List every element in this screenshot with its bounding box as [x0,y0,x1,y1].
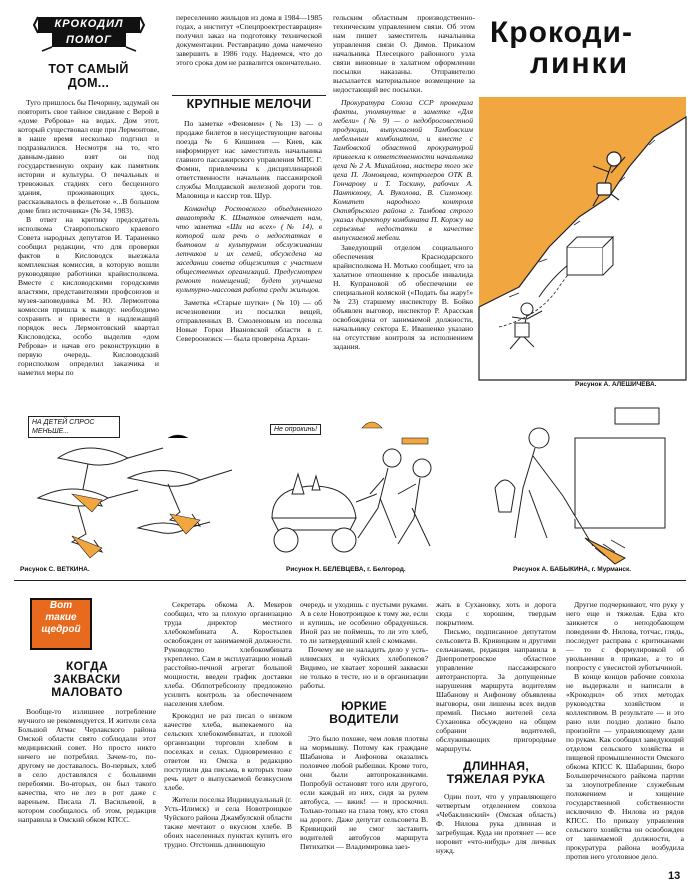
cartoon-babykina [475,398,685,566]
article-yurkie-voditeli-col2 [436,600,556,753]
paragraph: Это было похоже, чем ловля плотвы на мормышку. Потому как граждане Шабанова и Анфонова оказались половчее любой рыбешки. Кроме того, они были автопроказниками. Попробуй остановят того или другого, если каждый из них, сидя за рулем автобуса, — вжик! — и проскочил. Только-только на глаза тому, кто стоял на дороге. Даже депутат сельсовета В. Кривицкий не смог заставить водителей автобусов маршрута Пятихатки — Владимировка заез- [300,734,428,851]
divider [172,95,326,96]
speech-bubble: НА ДЕТЕЙ СПРОС МЕНЬШЕ... [28,416,120,438]
article-prokuratura [333,98,473,242]
article-yurkie-voditeli [300,700,428,872]
article-sobes [333,243,473,383]
article-dlinnaya-ruka [436,760,556,872]
rubric-pomog-label: ПОМОГ [66,34,112,46]
rubric-title-line1: Крокоди- [490,16,633,49]
rubric-line: Вот [49,600,73,611]
paragraph: Другие подчеркивают, что руку у него еще и тяжелая. Едва кто заикнется о неподобающем поведении Ф. Нилова, тотчас, глядь, последует расправа с критиканами — то с формулировкой об увольнении в приказе, а то и попросту с увесистой зуботычиной. [566,600,684,672]
paragraph: очередь и уходишь с пустыми руками. А в селе Новотроицкое к тому же, если и купишь, не особенно обрадуешься. Иной раз не поймешь, то ли это хлеб, то ли затвердевший клей с комками. [300,600,428,645]
climber-illustration [479,97,686,380]
paragraph: Секретарь обкома А. Мекеров сообщил, что за плохую организацию труда директор местного хлебокомбината А. Коростылев освобожден от занимаемой должности. Руководство хлебокомбината укреплено. Сам в эксплуатацию новый расстойно-печной агрегат большой мощности, введен график доставки хлеба. Облпотребсоюзу предложено усилить контроль за обеспечением населения хлебом. [164,600,292,708]
caption-vetkina: Рисунок С. ВЕТКИНА. [20,566,90,573]
article-body [176,119,322,343]
divider [14,580,686,581]
article-body [18,707,156,824]
article-krupnye-continuation [333,13,475,98]
paragraph: Командир Ростовского объединенного авиаотряда К. Шматков отвечает нам, что заметка «Ши на всех» (№ 14), в которой шла речь о недостатках в бытовом и культурном обслуживании летчиков и их семей, обсуждена на заседании совета общежития с участием общественных организаций. Предусмотрен ремонт помещений; будет улучшена культурно-массовая работа среди жильцов. [176,204,322,294]
paragraph: В ответ на критику председатель исполкома Ставропольского краевого Совета народных депутатов И. Тараненко сообщил редакции, что для проверки фактов в Кисловодск выезжала комплексная комиссия, в которую вошли руководящие работники крайисполкома. Вместе с кисловодскими городскими властями, представителями профсоюзов и музея-заповедника М. Ю. Лермонтова комиссия пришла к выводу: необходимо сохранить и привести в надлежащий порядок весь Лермонтовский квартал Кисловодска, особо выделив «дом Реброва» и начав его реконструкцию в первую очередь. Кисловодский горисполком определил заказчика и наметил меры по [18,215,159,377]
paragraph: гельским областным производственно-техническим управлением связи. Об этом нам пишет заместитель начальника управления связи О. Димов. Приказом начальника Плесецкого районного узла связи виновные в халатном оформлении посылки наказаны. Отправителю высылается материальное возмещение за недостающий вес посылки. [333,13,475,94]
paragraph: Почему же не наладить дело у усть-илимских и чуйских хлебопеков? Видимо, не хватает хорошей закваски не только в тесте, но и в организации работы. [300,645,428,690]
paragraph: Один поэт, что у управляющего четвертым отделением совхоза «Чебаклинский» (Омская область) Ф. Нилова рука длинная и загребущая. Куда ни протянет — все норовит «что-нибудь» для личных нужд. [436,792,556,855]
paragraph: Заведующий отделом социального обеспечения Краснодарского крайисполкома Н. Мотько сообщает, что за халатное отношение к просьбе инвалида Н. Купрановой об обеспечении ее специальной коляской («Подать бы жару!» № 23) старшему инспектору В. Бойко объявлен выговор, инспектор Р. Арасская освобождена от занимаемой должности, начальнику сектора Е. Ивашенко указано на отсутствие контроля за исполнением задания. [333,243,473,351]
paragraph: Жители поселка Индивидуальный (г. Усть-Илимск) и села Новотроицкое Чуйского района Джамбулской области также мечтают о вкусном хлебе. В обоих населенных пунктах купить его трудно. Отстоишь длиннющую [164,795,293,849]
cartoon-belevtseva [252,398,448,566]
paragraph: По заметке «Феномен» (№ 13) — о продаже билетов в несуществующие вагоны поезда № 6 Кишинев — Киев, как информирует нас заместитель начальника главного пассажирского управления МПС Г. Фомин, привлечены к дисциплинарной ответственности начальник пассажирской службы Молдавской железной дороги тов. Маловица и кассир тов. Шур. [176,119,322,200]
sweeper-illustration [475,398,685,566]
article-body [18,98,159,377]
krokodil-pomog-rubric [34,13,144,51]
vot-takie-rubric [30,598,92,650]
rubric-krokodil-label: КРОКОДИЛ [54,18,124,30]
paragraph: Письмо, подписанное депутатом сельсовета В. Кривицким и другими сельчанами, редакция направила в Днепропетровское областное управление пассажирского автотранспорта. За допущенные нарушения маршрута водителям Шабанову и Анфонову объявлены выговоры, они лишены всех видов премий. Письмо жителей села Сухановка обсуждено на общем собрании водителей, обслуживающих пригородные маршруты. [436,627,556,753]
article-title: КОГДА ЗАКВАСКИ МАЛОВАТО [51,659,123,699]
page-number: 13 [668,870,681,882]
cartoon-alesheva [479,97,686,380]
paragraph: Вообще-то излишнее потребление мучного не рекомендуется. И жители села Большой Атмас Черлакского района Омской области свято соблюдали этот медицинский совет. Но просто никто ничего не потреблял. Зачем-то, по-другому не доставалось. Во-первых, хлеб в село доставлялся с большими перебоями. Во-вторых, он был такого качества, что не лез в рот даже с вареньем. Писала Л. Васильевой, в котором сообщалось об этом, редакция направила в Омский обком КПСС. [18,707,156,824]
rubric-line: такие [45,612,77,623]
paragraph: переселению жильцов из дома в 1984—1985 годах, а институт «Спецпроектреставрация» получил заказ на подготовку технической документации. Реставрацию дома намечено завершить в 1986 году. Надеемся, что до этого срока дом не развалится окончательно. [176,13,322,67]
rubric-title-line2: линки [530,47,630,80]
article-dlinnaya-ruka-col2 [566,600,684,872]
paragraph: Прокуратура Союза ССР проверила факты, упомянутые в заметке «Для мебели» (№ 9) — о недобросовестной продукции, выпускаемой Тамбовским мебельным комбинатом, и вместе с Тамбовской областной прокуратурой привлекла к ответственности начальника цеха № 2 А. Михайлова, мастера того же цеха П. Ломовцева, контролеров ОТК В. Гончарову и Т. Тоскину, рабочих А. Пантюхову, А. Вуколова, В. Симонову. Комитет народного контроля Октябрьского района г. Тамбова строго указал директору комбината П. Коржу на серьезные недостатки в качестве выпускаемой мебели. [333,98,473,242]
paragraph: жать в Сухановку, хоть и дорога сюда с хорошим, твердым покрытием. [436,600,556,627]
article-kogda-zakvaski-col3 [300,600,428,700]
article-body [164,600,292,849]
paragraph: Туго пришлось бы Печорину, задумай он повторить свое тайное свидание с Верой в «доме Реброва» на водах. Дом этот, который существовал еще при Лермонтове, в наше время несколько подгнил и подразвалился. Несмотря на то, что давным-давно взят он под государственную охрану как памятник истории и культуры. О печальных и тревожных стадиях сего бесценного здания, проживающих здесь, рассказывалось в фельетоне «...В большом доме близ источника» (№ 34, 1983). [18,98,159,215]
article-title: ТОТ САМЫЙ ДОМ... [48,62,129,90]
paragraph: В конце концов рабочие совхоза не выдержали и написали в «Крокодил» об этих методах руководства хозяйством и коллективом. В результате — и это рано или поздно должно было произойти — управляющему дали по рукам. Как сообщил заведующий отделом сельского хозяйства и пищевой промышленности Омского обкома КПСС К. Шабаршин, бюро Большереченского райкома партии за злоупотребление служебным положением и хищение государственной собственности исключило Ф. Нилова из рядов КПСС. По приказу управления сельского хозяйства он освобожден от занимаемой должности, а прокуратура района возбудила против него уголовное дело. [566,672,684,861]
article-continuation [176,13,322,83]
paragraph: Крокодил не раз писал о низком качестве хлеба, выпекаемого на сельских хлебокомбинатах, и плохой организации торговли хлебом в поселках и селах. Одновременно с ответом из Омска в редакцию поступили два письма, в которых тоже речь идет о выпускаемой безвкусном хлебе. [164,711,292,792]
article-title: КРУПНЫЕ МЕЛОЧИ [186,97,312,111]
cartoon-vetkina [18,398,250,566]
caption-belevtseva: Рисунок Н. БЕЛЕВЦЕВА, г. Белгород. [286,566,406,573]
caption-alesheva: Рисунок А. АЛЕШИЧЕВА. [575,381,657,388]
speech-bubble: Не опрокинь! [270,424,321,435]
article-title: ДЛИННАЯ, ТЯЖЕЛАЯ РУКА [446,759,546,786]
rubric-line: щедрой [41,624,81,635]
paragraph: Заметка «Старые шутки» (№ 10) — об исчезновении из посылки вещей, отправленных В. Смоленовым из поселка Новые Горки Ивановской области в г. Североонежск — была проверена Архан- [176,298,322,343]
article-title: ЮРКИЕ ВОДИТЕЛИ [329,699,399,726]
article-kogda-zakvaski-col2 [164,600,292,872]
krokodilinki-rubric [490,18,662,88]
article-kogda-zakvaski [18,660,156,870]
caption-babykina: Рисунок А. БАБЫКИНА, г. Мурманск. [513,566,632,573]
